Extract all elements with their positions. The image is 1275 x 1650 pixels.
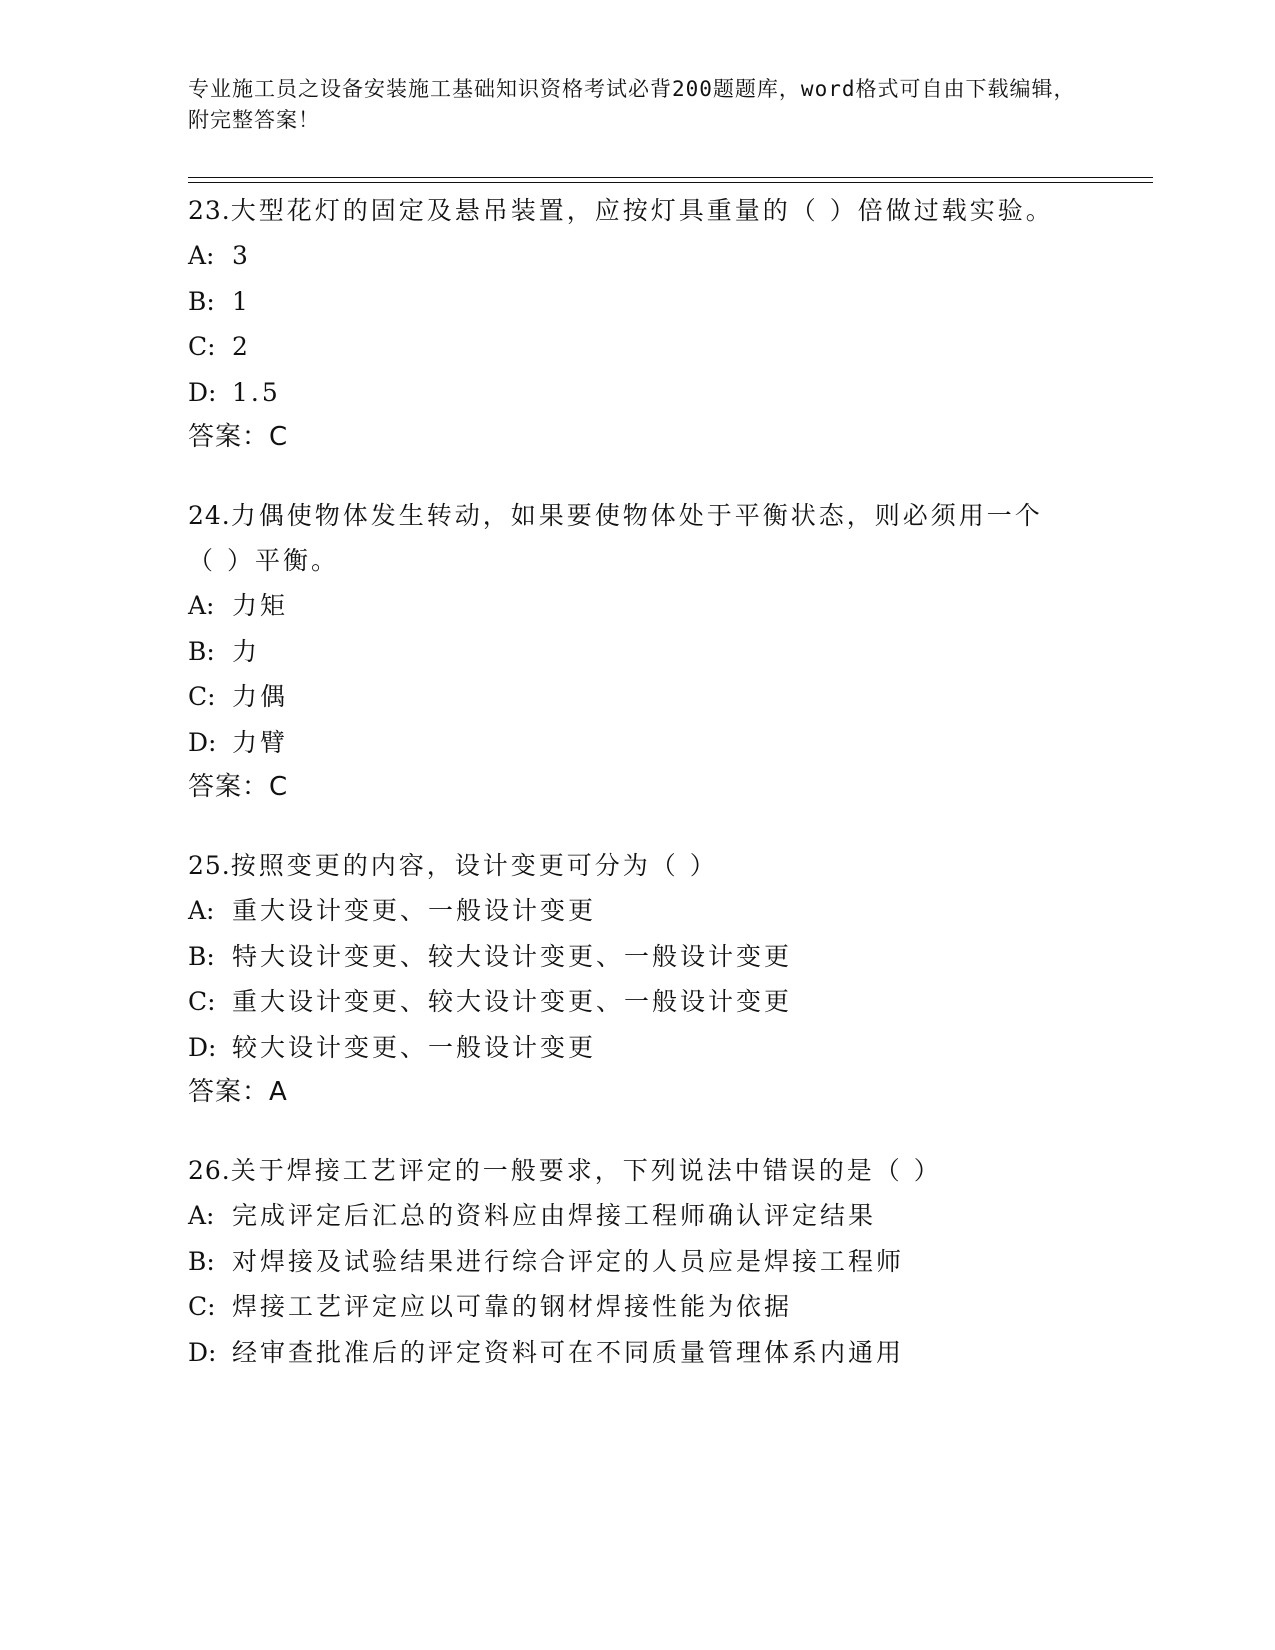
question-number: 24. [188,501,231,530]
option-text: 经审查批准后的评定资料可在不同质量管理体系内通用 [232,1337,905,1367]
question-23 [188,188,1148,460]
option-letter: C: [188,1292,216,1321]
option-c [188,674,1148,720]
question-stem: 按照变更的内容，设计变更可分为（ ） [230,851,718,880]
option-text: 1 [232,286,251,316]
header-divider-bottom [188,182,1153,183]
option-letter: D: [188,377,217,407]
header-divider-top [188,177,1153,178]
option-letter: A: [188,241,215,270]
option-letter: A: [188,1201,215,1230]
document-header: 专业施工员之设备安装施工基础知识资格考试必背200题题库，word格式可自由下载编辑，附完整答案！ [188,77,1076,132]
option-text: 1.5 [232,377,281,407]
option-text: 重大设计变更、一般设计变更 [232,896,597,925]
option-letter: A: [188,896,215,925]
question-number: 26. [188,1156,231,1185]
option-letter: B: [188,636,215,666]
option-letter: C: [188,332,216,361]
option-d [188,1025,1148,1071]
question-text [188,188,1068,233]
option-text: 3 [232,241,251,270]
question-list [188,188,1148,1408]
option-text: 力臂 [232,727,289,757]
option-a [188,1193,1148,1239]
answer-line: 答案：C [188,422,289,452]
option-text: 特大设计变更、较大设计变更、一般设计变更 [232,941,793,971]
question-stem: 大型花灯的固定及悬吊装置，应按灯具重量的（ ）倍做过载实验。 [230,196,1054,225]
option-b [188,279,1148,325]
question-stem: 力偶使物体发生转动，如果要使物体处于平衡状态，则必须用一个（ ）平衡。 [188,501,1043,575]
option-letter: B: [188,286,215,316]
question-number: 23. [188,196,231,225]
option-text: 2 [232,332,251,361]
option-d [188,370,1148,416]
option-letter: B: [188,1246,215,1276]
question-26 [188,1148,1148,1375]
option-d [188,1330,1148,1376]
option-a [188,583,1148,629]
answer-line: 答案：A [188,1077,288,1107]
option-d [188,720,1148,766]
option-letter: C: [188,987,216,1016]
option-text: 重大设计变更、较大设计变更、一般设计变更 [232,987,793,1016]
option-a [188,233,1148,279]
option-c [188,324,1148,370]
question-25 [188,843,1148,1115]
question-text [188,843,1068,888]
option-letter: C: [188,682,216,711]
question-24 [188,493,1148,810]
option-b [188,1239,1148,1285]
option-a [188,888,1148,934]
question-stem: 关于焊接工艺评定的一般要求，下列说法中错误的是（ ） [230,1156,942,1185]
option-c [188,1284,1148,1330]
option-text: 焊接工艺评定应以可靠的钢材焊接性能为依据 [232,1292,793,1321]
option-text: 对焊接及试验结果进行综合评定的人员应是焊接工程师 [232,1246,905,1276]
option-letter: D: [188,727,217,757]
option-c [188,979,1148,1025]
option-text: 力 [232,636,261,666]
option-text: 力矩 [232,591,289,620]
question-text [188,1148,1068,1193]
option-letter: A: [188,591,215,620]
answer-line: 答案：C [188,772,289,802]
question-text [188,493,1068,583]
option-letter: D: [188,1337,217,1367]
option-letter: D: [188,1032,217,1062]
option-letter: B: [188,941,215,971]
option-text: 较大设计变更、一般设计变更 [232,1032,597,1062]
option-b [188,629,1148,675]
option-text: 力偶 [232,682,289,711]
option-text: 完成评定后汇总的资料应由焊接工程师确认评定结果 [232,1201,877,1230]
question-number: 25. [188,851,231,880]
option-b [188,934,1148,980]
